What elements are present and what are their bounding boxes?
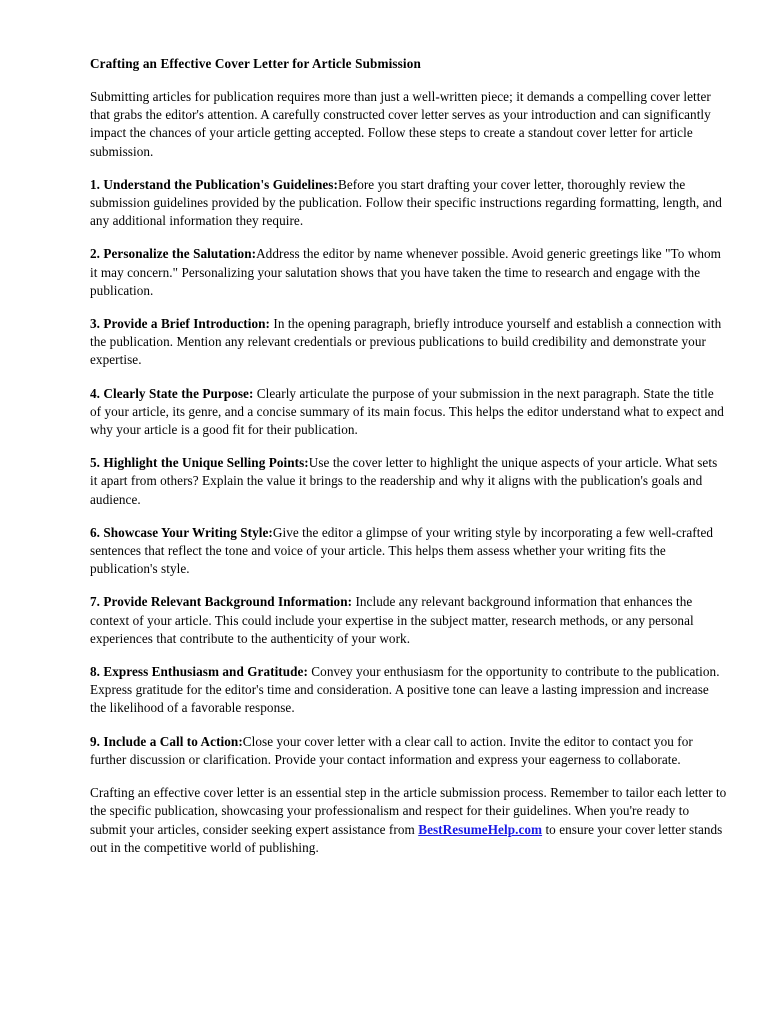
step-heading-5: 5. Highlight the Unique Selling Points: bbox=[90, 455, 309, 471]
step-paragraph-8 bbox=[90, 663, 728, 718]
bestresumehelp-link[interactable]: BestResumeHelp.com bbox=[418, 821, 543, 837]
step-heading-6: 6. Showcase Your Writing Style: bbox=[90, 524, 273, 540]
conclusion-paragraph bbox=[90, 784, 728, 857]
step-body-6: Give the editor a glimpse of your writing style by incorporating a few well-crafted sentences that reflect the tone and voice of your article. This helps them assess whether your writing fits the publication's style. bbox=[90, 524, 714, 577]
conclusion-text-before-link: Crafting an effective cover letter is an essential step in the article submission process. Remember to tailor each letter to the specific publication, showcasing your professionalism and respect for their guidelines. When you're ready to submit your articles, consider seeking expert assistance from bbox=[90, 785, 727, 837]
step-paragraph-7 bbox=[90, 593, 728, 648]
step-body-8: Convey your enthusiasm for the opportunity to contribute to the publication. Express gratitude for the editor's time and consideration. A positive tone can leave a lasting impression and increase the likelihood of a favorable response. bbox=[90, 664, 720, 716]
step-body-1: Before you start drafting your cover letter, thoroughly review the submission guidelines provided by the publication. Follow their specific instructions regarding formatting, length, and any additional information they require. bbox=[90, 176, 722, 229]
step-paragraph-4 bbox=[90, 385, 728, 440]
conclusion-text-after-link: to ensure your cover letter stands out in the competitive world of publishing. bbox=[90, 821, 723, 855]
step-paragraph-9 bbox=[90, 733, 728, 769]
document-content bbox=[90, 55, 728, 857]
step-paragraph-5 bbox=[90, 454, 728, 509]
step-paragraph-2 bbox=[90, 245, 728, 300]
step-heading-7: 7. Provide Relevant Background Information: bbox=[90, 594, 353, 610]
page-title: Crafting an Effective Cover Letter for Article Submission bbox=[90, 56, 421, 71]
step-body-7: Include any relevant background information that enhances the context of your article. This could include your expertise in the subject matter, research methods, or any personal experiences that contribute to the authenticity of your work. bbox=[90, 594, 694, 646]
step-body-9: Close your cover letter with a clear call to action. Invite the editor to contact you for further discussion or clarification. Provide your contact information and express your eagerness to collaborate. bbox=[90, 733, 693, 767]
step-heading-2: 2. Personalize the Salutation: bbox=[90, 246, 257, 262]
step-paragraph-6 bbox=[90, 524, 728, 579]
step-body-5: Use the cover letter to highlight the unique aspects of your article. What sets it apart from others? Explain the value it brings to the readership and why it aligns with the publication's goals and audience. bbox=[90, 455, 718, 507]
step-paragraph-1 bbox=[90, 176, 728, 231]
step-heading-3: 3. Provide a Brief Introduction: bbox=[90, 316, 271, 332]
step-body-4: Clearly articulate the purpose of your submission in the next paragraph. State the title of your article, its genre, and a concise summary of its main focus. This helps the editor understand what to expect and why your article is a good fit for their publication. bbox=[90, 385, 724, 438]
step-heading-8: 8. Express Enthusiasm and Gratitude: bbox=[90, 664, 308, 680]
step-body-2: Address the editor by name whenever possible. Avoid generic greetings like "To whom it may concern." Personalizing your salutation shows that you have taken the time to research and engage with the publication. bbox=[90, 246, 721, 298]
step-heading-4: 4. Clearly State the Purpose: bbox=[90, 385, 254, 401]
intro-paragraph: Submitting articles for publication requires more than just a well-written piece; it demands a compelling cover letter that grabs the editor's attention. A carefully constructed cover letter serves as your introduction and can significantly impact the chances of your article getting accepted. Follow these steps to create a standout cover letter for article submission. bbox=[90, 89, 711, 159]
step-paragraph-3 bbox=[90, 315, 728, 370]
step-heading-1: 1. Understand the Publication's Guidelines: bbox=[90, 176, 338, 192]
step-body-3: In the opening paragraph, briefly introduce yourself and establish a connection with the publication. Mention any relevant credentials or previous publications to build credibility and demonstrate your expertise. bbox=[90, 316, 722, 368]
step-heading-9: 9. Include a Call to Action: bbox=[90, 733, 243, 749]
